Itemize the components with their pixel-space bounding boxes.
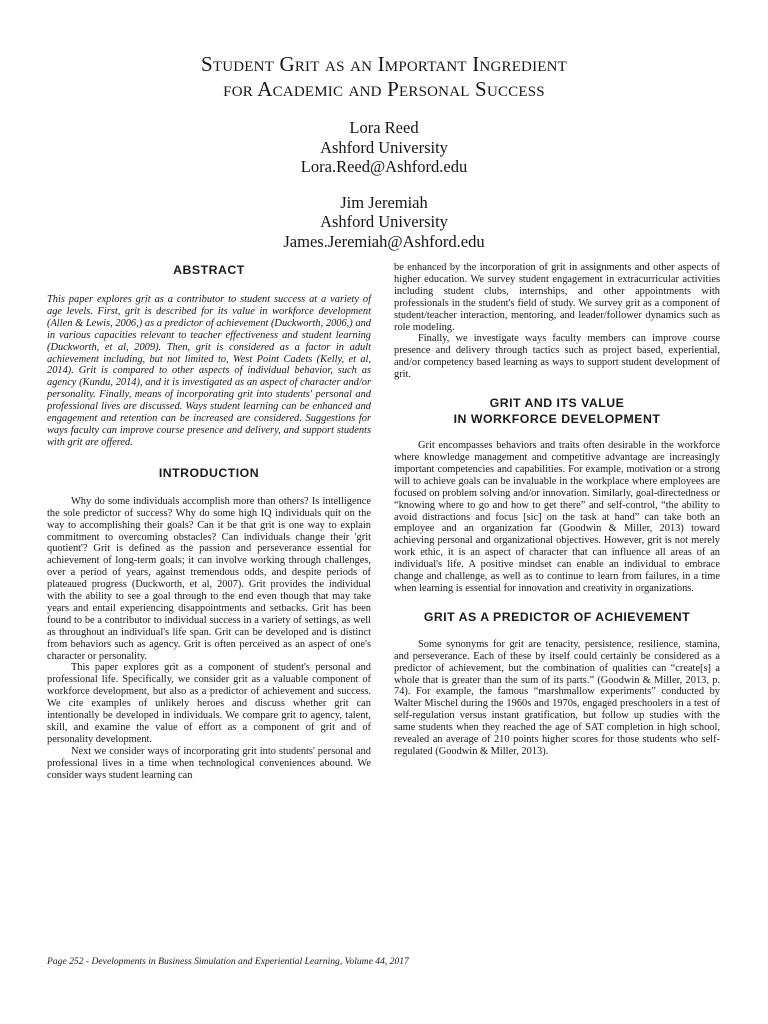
author-name: Lora Reed bbox=[349, 118, 419, 137]
abstract-heading: ABSTRACT bbox=[173, 263, 245, 277]
right-column bbox=[394, 262, 720, 758]
workforce-heading-line-2: IN WORKFORCE DEVELOPMENT bbox=[453, 412, 661, 427]
author-block bbox=[0, 118, 768, 267]
workforce-heading bbox=[394, 395, 720, 427]
intro-paragraph-1: Why do some individuals accomplish more than others? Is intelligence the sole predictor of success? Why do some high IQ individuals quit on the way to accomplishing their goals? Can it be that grit is one way to explain commitment to overcoming obstacles? Can individuals change their 'grit quotient'? Grit is defined as the passion and perseverance essential for achievement of long-term goals; it can involve working through challenges, over a period of years, against tremendous odds, and despite periods of plateaued progress (Duckworth, et al, 2007). Grit provides the individual with the ability to see a goal through to the end even though that may take years and entail experiencing disappointments and setbacks. Grit has been found to be a contributor to individual success in a variety of settings, as well as throughout an individual's life span. Grit can be developed and is distinct from behaviors such as agency. Grit is often perceived as an aspect of one's character or personality. bbox=[47, 495, 371, 662]
author-affiliation: Ashford University bbox=[320, 212, 448, 231]
intro-paragraph-3: Next we consider ways of incorporating grit into students' personal and professional lives in a time when technological conveniences abound. We consider ways student learning can bbox=[47, 745, 371, 781]
intro-paragraph-2: This paper explores grit as a component of student's personal and professional life. Specifically, we consider grit as a valuable component of workforce development, but also as a predictor of achievement and success. We cite examples of unlikely heroes and discuss whether grit can intentionally be developed in individuals. We compare grit to agency, talent, skill, and examine the value of effort as a component of grit and of personality development. bbox=[47, 662, 371, 745]
abstract-text: This paper explores grit as a contributor to student success at a variety of age levels. First, grit is described for its value in workforce development (Allen & Lewis, 2006,) as a predictor of achievement (Duckworth, 2006,) and in various capacities relevant to teacher effectiveness and student learning (Duckworth, et al, 2009). Then, grit is considered as a factor in adult achievement including, but not limited to, West Point Cadets (Kelly, et al, 2014). Grit is compared to other aspects of individual behavior, such as agency (Kundu, 2014), and it is investigated as an aspect of character and/or personality. Finally, means of incorporating grit into students' personal and professional lives are discussed. Ways student learning can be enhanced and engagement and retention can be increased are considered. Suggestions for ways faculty can improve course presence and delivery, and support students with grit are offered. bbox=[47, 294, 371, 448]
author-1 bbox=[0, 118, 768, 177]
title-line-2: for Academic and Personal Success bbox=[223, 77, 545, 101]
predictor-heading: GRIT AS A PREDICTOR OF ACHIEVEMENT bbox=[423, 609, 691, 624]
author-2 bbox=[0, 193, 768, 252]
intro-paragraph-4: Finally, we investigate ways faculty members can improve course presence and delivery through tactics such as project based, experiential, and/or competency based learning as ways to support student development of grit. bbox=[394, 333, 720, 381]
paper-title bbox=[0, 52, 768, 102]
introduction-heading: INTRODUCTION bbox=[158, 465, 260, 480]
title-line-1: Student Grit as an Important Ingredient bbox=[200, 52, 568, 76]
author-email: Lora.Reed@Ashford.edu bbox=[300, 157, 468, 176]
left-column bbox=[47, 262, 371, 782]
workforce-paragraph: Grit encompasses behaviors and traits often desirable in the workforce where knowledge management and competitive advantage are increasingly important competencies and capabilities. For example, motivation or a strong will to achieve goals can be invaluable in the workplace where employees are focused on problem solving and/or innovation. Similarly, goal-directedness or “knowing where to go and how to get there” and self-control, “the ability to avoid distractions and focus [sic] on the task at hand” can take both an employee and an organization far (Goodwin & Miller, 2013) toward achieving personal and organizational objectives. However, grit is not merely work ethic, it is an aspect of character that can influence all areas of an individual's life. A positive mindset can enable an individual to embrace change and challenge, as well as to continue to learn from failures, in a time when learning is essential for innovation and creativity in organizations. bbox=[394, 440, 720, 594]
intro-continuation: be enhanced by the incorporation of grit in assignments and other aspects of higher education. We survey student engagement in extracurricular activities including student clubs, internships, and other appointments with professionals in the student's field of study. We survey grit as a component of student/teacher interaction, mentoring, and leader/follower dynamics such as role modeling. bbox=[394, 262, 720, 333]
author-affiliation: Ashford University bbox=[320, 137, 448, 157]
author-email: James.Jeremiah@Ashford.edu bbox=[283, 231, 485, 251]
predictor-paragraph: Some synonyms for grit are tenacity, persistence, resilience, stamina, and perseverance. Each of these by itself could certainly be considered as a predictor of achievement, but the combination of qualities can “create[s] a whole that is greater than the sum of its parts.” (Goodwin & Miller, 2013, p. 74). For example, the famous “marshmallow experiments” conducted by Walter Mischel during the 1960s and 1970s, engaged preschoolers in a test of self-regulation versus instant gratification, but follow up studies with the same students when they reached the age of SAT completion in high school, revealed an average of 210 points higher scores for those students who self-regulated (Goodwin & Miller, 2013). bbox=[394, 638, 720, 757]
workforce-heading-line-1: GRIT AND ITS VALUE bbox=[489, 396, 625, 411]
author-name: Jim Jeremiah bbox=[340, 192, 428, 212]
page-footer: Page 252 - Developments in Business Simulation and Experiential Learning, Volume 44, 2017 bbox=[47, 956, 409, 967]
